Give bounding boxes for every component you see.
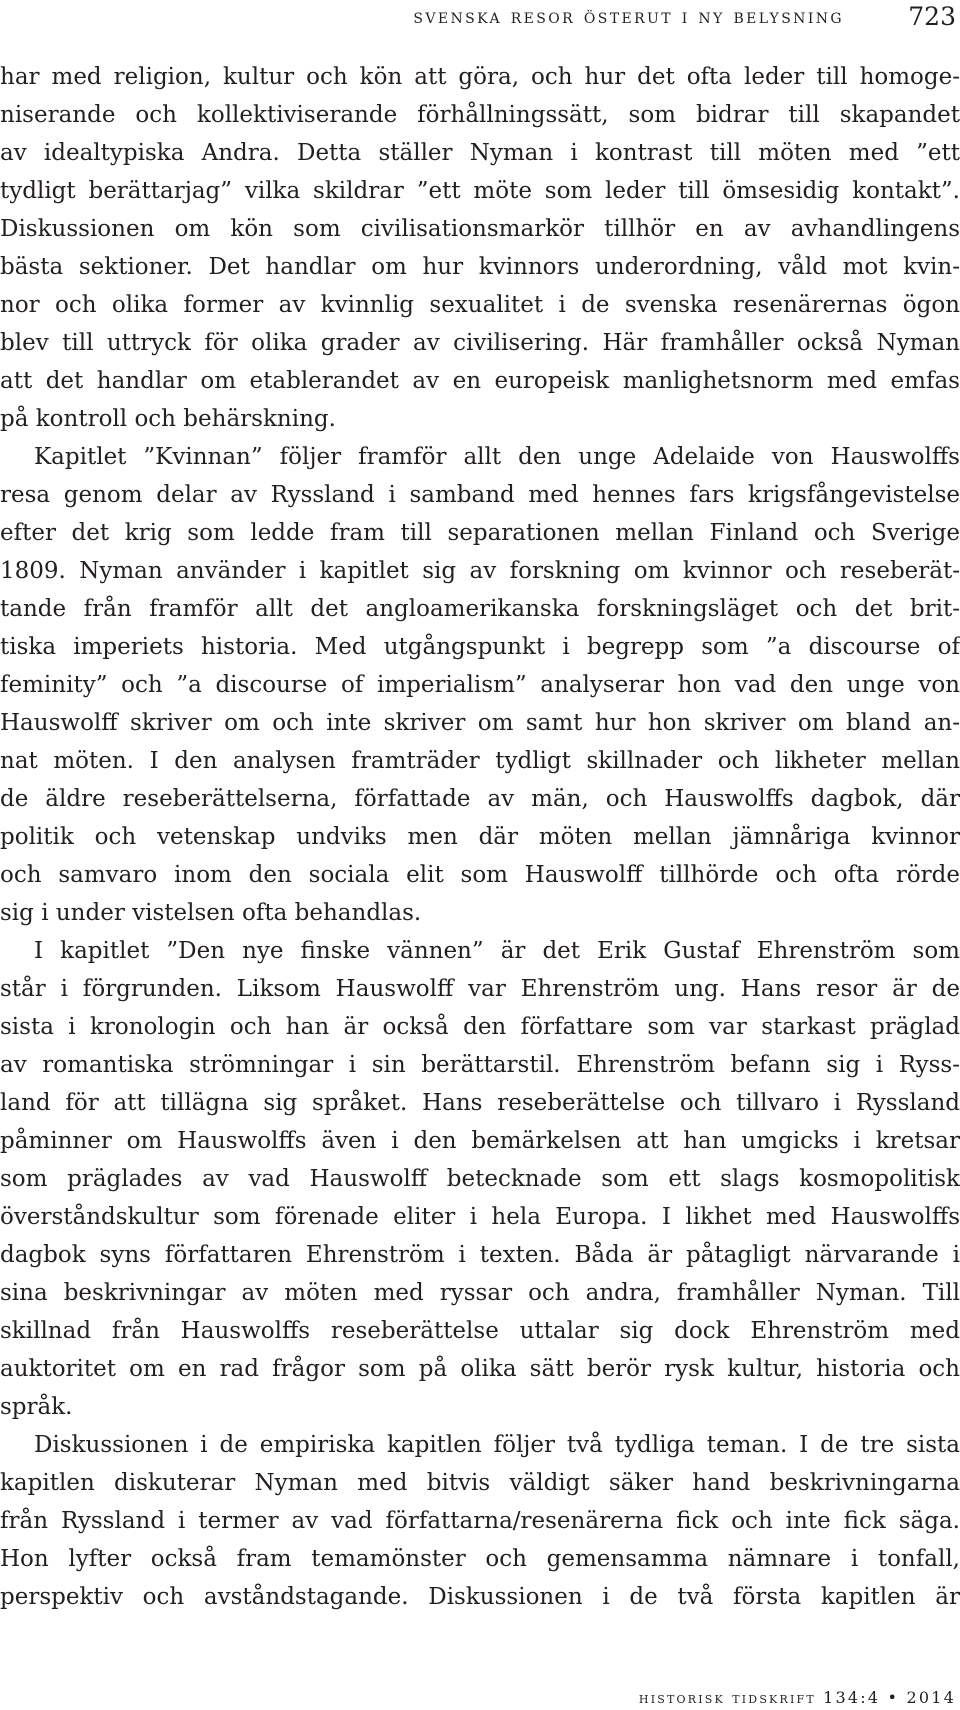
text-line: nat möten. I den analysen framträder tydligt skillnader och likheter mellan [0, 748, 960, 774]
text-line: de äldre reseberättelserna, författade av män, och Hauswolffs dagbok, där [0, 786, 960, 812]
text-line: 1809. Nyman använder i kapitlet sig av forskning om kvinnor och reseberät- [0, 558, 960, 584]
text-line: bästa sektioner. Det handlar om hur kvinnors underordning, våld mot kvin- [0, 254, 960, 280]
text-line: resa genom delar av Ryssland i samband med hennes fars krigsfångevistelse [0, 482, 960, 508]
text-line: efter det krig som ledde fram till separationen mellan Finland och Sverige [0, 520, 960, 546]
text-line: sig i under vistelsen ofta behandlas. [0, 900, 422, 926]
text-line: land för att tillägna sig språket. Hans reseberättelse och tillvaro i Ryssland [0, 1090, 960, 1116]
text-line: påminner om Hauswolffs även i den bemärkelsen att han umgicks i kretsar [0, 1128, 960, 1154]
text-line: auktoritet om en rad frågor som på olika sätt berör rysk kultur, historia och [0, 1356, 960, 1382]
text-line: kapitlen diskuterar Nyman med bitvis väldigt säker hand beskrivningarna [0, 1470, 960, 1496]
text-line: tiska imperiets historia. Med utgångspunkt i begrepp som ”a discourse of [0, 634, 960, 660]
text-line: språk. [0, 1394, 73, 1420]
text-line: skillnad från Hauswolffs reseberättelse uttalar sig dock Ehrenström med [0, 1318, 960, 1344]
text-line: som präglades av vad Hauswolff betecknade som ett slags kosmopolitisk [0, 1166, 960, 1192]
page-number: 723 [908, 2, 956, 31]
text-line: står i förgrunden. Liksom Hauswolff var Ehrenström ung. Hans resor är de [0, 976, 960, 1002]
journal-footer: historisk tidskrift 134:4 • 2014 [638, 1688, 956, 1707]
text-line: sista i kronologin och han är också den författare som var starkast präglad [0, 1014, 960, 1040]
text-line: har med religion, kultur och kön att göra, och hur det ofta leder till homoge- [0, 64, 960, 90]
text-line: niserande och kollektiviserande förhållningssätt, som bidrar till skapandet [0, 102, 960, 128]
text-line: Kapitlet ”Kvinnan” följer framför allt den unge Adelaide von Hauswolffs [34, 444, 960, 470]
text-line: perspektiv och avståndstagande. Diskussionen i de två första kapitlen är [0, 1584, 960, 1610]
text-line: tydligt berättarjag” vilka skildrar ”ett möte som leder till ömsesidig kontakt”. [0, 178, 960, 204]
text-line: tande från framför allt det angloamerikanska forskningsläget och det brit- [0, 596, 960, 622]
text-line: Diskussionen i de empiriska kapitlen följer två tydliga teman. I de tre sista [34, 1432, 960, 1458]
text-line: av idealtypiska Andra. Detta ställer Nyman i kontrast till möten med ”ett [0, 140, 960, 166]
text-line: Hon lyfter också fram temamönster och gemensamma nämnare i tonfall, [0, 1546, 960, 1572]
text-line: politik och vetenskap undviks men där möten mellan jämnåriga kvinnor [0, 824, 960, 850]
text-line: nor och olika former av kvinnlig sexualitet i de svenska resenärernas ögon [0, 292, 960, 318]
text-line: av romantiska strömningar i sin berättarstil. Ehrenström befann sig i Ryss- [0, 1052, 960, 1078]
text-line: att det handlar om etablerandet av en europeisk manlighetsnorm med emfas [0, 368, 960, 394]
text-line: I kapitlet ”Den nye finske vännen” är det Erik Gustaf Ehrenström som [34, 938, 960, 964]
text-line: blev till uttryck för olika grader av civilisering. Här framhåller också Nyman [0, 330, 960, 356]
running-head-title: svenska resor österut i ny belysning [413, 4, 844, 28]
text-line: från Ryssland i termer av vad författarna/resenärerna fick och inte fick säga. [0, 1508, 960, 1534]
text-line: överståndskultur som förenade eliter i hela Europa. I likhet med Hauswolffs [0, 1204, 960, 1230]
text-line: Diskussionen om kön som civilisationsmarkör tillhör en av avhandlingens [0, 216, 960, 242]
text-line: sina beskrivningar av möten med ryssar och andra, framhåller Nyman. Till [0, 1280, 960, 1306]
running-head [0, 0, 960, 34]
text-line: dagbok syns författaren Ehrenström i texten. Båda är påtagligt närvarande i [0, 1242, 960, 1268]
text-line: på kontroll och behärskning. [0, 406, 336, 432]
text-line: Hauswolff skriver om och inte skriver om samt hur hon skriver om bland an- [0, 710, 960, 736]
text-line: och samvaro inom den sociala elit som Hauswolff tillhörde och ofta rörde [0, 862, 960, 888]
text-line: feminity” och ”a discourse of imperialism” analyserar hon vad den unge von [0, 672, 960, 698]
